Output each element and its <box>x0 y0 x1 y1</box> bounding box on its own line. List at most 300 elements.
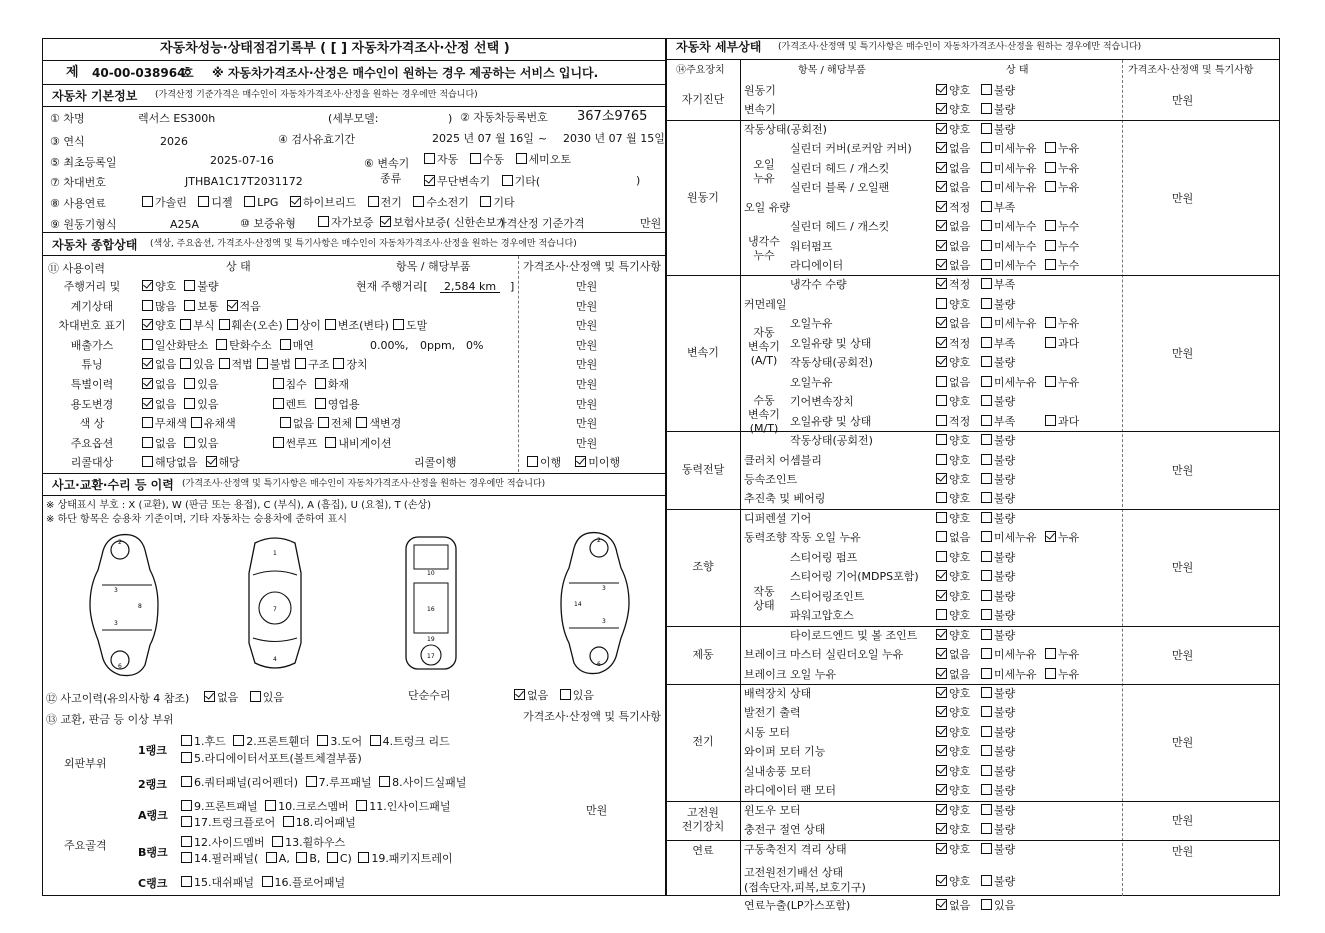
detail-option-checkbox[interactable] <box>981 123 992 134</box>
overall-option-checkbox[interactable] <box>333 358 344 369</box>
detail-option-checkbox[interactable] <box>936 629 947 640</box>
detail-option: 미세누유 <box>981 181 1037 193</box>
detail-option-checkbox[interactable] <box>936 103 947 114</box>
simple-repair-options: 없음 있음 <box>514 689 602 701</box>
detail-option: 미세누유 <box>981 376 1037 388</box>
detail-option: 불량 <box>981 473 1015 485</box>
detail-option: 있음 <box>981 899 1015 911</box>
fuel-hydrogen-checkbox[interactable] <box>413 196 424 207</box>
accident-none-checkbox[interactable] <box>204 691 215 702</box>
overall-option-checkbox[interactable] <box>393 319 404 330</box>
detail-item-label: 실린더 헤드 / 개스킷 <box>790 162 890 175</box>
detail-option-checkbox[interactable] <box>981 415 992 426</box>
overall-option-checkbox[interactable] <box>219 358 230 369</box>
overall-option-checkbox[interactable] <box>295 358 306 369</box>
detail-option-checkbox[interactable] <box>981 278 992 289</box>
trans-auto-checkbox[interactable] <box>424 153 435 164</box>
detail-group-label: 연료 <box>692 844 714 857</box>
overall-row-label: 차대번호 표기 <box>58 319 126 332</box>
detail-option-checkbox[interactable] <box>981 103 992 114</box>
detail-option-checkbox[interactable] <box>936 317 947 328</box>
detail-option-checkbox[interactable] <box>936 162 947 173</box>
detail-option: 양호 <box>936 395 970 407</box>
overall-option-checkbox[interactable] <box>287 319 298 330</box>
detail-option: 불량 <box>981 765 1015 777</box>
detail-option-checkbox[interactable] <box>1045 376 1056 387</box>
overall-option-checkbox[interactable] <box>257 358 268 369</box>
accident-history-options: 없음 있음 <box>204 691 292 703</box>
overall-row-label: 색 상 <box>79 417 105 430</box>
svg-text:7: 7 <box>273 606 277 613</box>
detail-option-checkbox[interactable] <box>936 454 947 465</box>
overall-option-checkbox[interactable] <box>142 437 153 448</box>
detail-option-checkbox[interactable] <box>936 648 947 659</box>
detail-option: 양호 <box>936 356 970 368</box>
overall-option-checkbox[interactable] <box>227 300 238 311</box>
fuel-other-checkbox[interactable] <box>480 196 491 207</box>
simple-repair-none-checkbox[interactable] <box>514 689 525 700</box>
detail-option-checkbox[interactable] <box>981 142 992 153</box>
detail-option: 미세누유 <box>981 668 1037 680</box>
warranty-options: 자가보증 보험사보증( 신한손보 ) <box>318 216 504 228</box>
detail-option: 양호 <box>936 570 970 582</box>
detail-option: 누유 <box>1045 181 1079 193</box>
trans-other-checkbox[interactable] <box>502 175 513 186</box>
warranty-insurer-checkbox[interactable] <box>380 216 391 227</box>
detail-option-checkbox[interactable] <box>1045 142 1056 153</box>
detail-option: 없음 <box>936 259 970 271</box>
part-side-member-checkbox[interactable] <box>181 836 192 847</box>
detail-option: 양호 <box>936 492 970 504</box>
part-wheel-house-checkbox[interactable] <box>272 836 283 847</box>
overall-option-checkbox[interactable] <box>142 417 153 428</box>
part-door-checkbox[interactable] <box>317 735 328 746</box>
detail-option-checkbox[interactable] <box>936 356 947 367</box>
detail-option-checkbox[interactable] <box>981 473 992 484</box>
detail-option-checkbox[interactable] <box>936 875 947 886</box>
fuel-gasoline-checkbox[interactable] <box>142 196 153 207</box>
detail-price-unit: 만원 <box>1172 845 1194 858</box>
detail-option-checkbox[interactable] <box>936 298 947 309</box>
car-diagram-right-side <box>544 528 644 678</box>
detail-option-checkbox[interactable] <box>981 201 992 212</box>
detail-option: 불량 <box>981 356 1015 368</box>
overall-option-checkbox[interactable] <box>191 417 202 428</box>
overall-option-checkbox[interactable] <box>142 456 153 467</box>
part-trunk-floor-checkbox[interactable] <box>181 816 192 827</box>
detail-item-label: 와이퍼 모터 기능 <box>744 745 826 758</box>
detail-item-label: 오일 유량 <box>744 201 791 214</box>
detail-option-checkbox[interactable] <box>936 765 947 776</box>
overall-price-unit: 만원 <box>576 358 598 371</box>
overall-option-checkbox[interactable] <box>142 300 153 311</box>
detail-option-checkbox[interactable] <box>936 201 947 212</box>
overall-option-checkbox[interactable] <box>325 319 336 330</box>
detail-option-checkbox[interactable] <box>936 492 947 503</box>
detail-option-checkbox[interactable] <box>981 376 992 387</box>
detail-option-checkbox[interactable] <box>1045 220 1056 231</box>
col-state: 상 태 <box>226 260 251 273</box>
svg-text:3: 3 <box>114 587 118 594</box>
detail-option-checkbox[interactable] <box>936 745 947 756</box>
part-cross-member-checkbox[interactable] <box>265 800 276 811</box>
trans-label: ⑥ 변속기 <box>364 157 410 170</box>
overall-option-checkbox[interactable] <box>280 417 291 428</box>
detail-option-checkbox[interactable] <box>936 784 947 795</box>
detail-item-label: 구동축전지 격리 상태 <box>744 843 847 856</box>
part-front-fender-checkbox[interactable] <box>233 735 244 746</box>
detail-item-label: 발전기 출력 <box>744 706 801 719</box>
simple-repair-yes-checkbox[interactable] <box>560 689 571 700</box>
detail-option-checkbox[interactable] <box>981 162 992 173</box>
detail-option-checkbox[interactable] <box>981 899 992 910</box>
detail-item-label: 커먼레일 <box>744 298 787 311</box>
fuel-hybrid-checkbox[interactable] <box>290 196 301 207</box>
detail-item-label: 실린더 블록 / 오일팬 <box>790 181 890 194</box>
overall-option-checkbox[interactable] <box>142 319 153 330</box>
overall-option-checkbox[interactable] <box>219 319 230 330</box>
detail-status-note: (가격조사·산정액 및 특기사항은 매수인이 자동차가격조사·산정을 원하는 경우에만 적습니다) <box>778 42 1142 52</box>
detail-option: 양호 <box>936 454 970 466</box>
trans-cvt-checkbox[interactable] <box>424 175 435 186</box>
overall-row-options: 없음 있음 렌트 영업용 <box>142 398 368 410</box>
detail-option-checkbox[interactable] <box>936 590 947 601</box>
detail-option-checkbox[interactable] <box>936 395 947 406</box>
detail-option-checkbox[interactable] <box>981 875 992 886</box>
overall-option-checkbox[interactable] <box>184 300 195 311</box>
detail-option-checkbox[interactable] <box>981 240 992 251</box>
overall-status-note: (색상, 주요옵션, 가격조사·산정액 및 특기사항은 매수인이 자동차가격조사·산정을 원하는 경우에만 적습니다) <box>150 239 577 249</box>
detail-option-checkbox[interactable] <box>936 376 947 387</box>
outer-panel-label: 외판부위 <box>64 757 107 770</box>
detail-option-checkbox[interactable] <box>936 706 947 717</box>
overall-row-options: 양호 부식 훼손(오손) 상이 변조(변타) 도말 <box>142 319 431 331</box>
detail-item-label: 클러치 어셈블리 <box>744 454 822 467</box>
detail-option-checkbox[interactable] <box>936 512 947 523</box>
detail-option: 양호 <box>936 434 970 446</box>
detail-option-checkbox[interactable] <box>936 687 947 698</box>
detail-option-checkbox[interactable] <box>981 259 992 270</box>
detail-subgroup-label: 냉각수 누수 <box>748 235 780 262</box>
overall-option-checkbox[interactable] <box>142 280 153 291</box>
detail-option: 적정 <box>936 278 970 290</box>
detail-option: 부족 <box>981 278 1015 290</box>
detail-option-checkbox[interactable] <box>981 551 992 562</box>
detail-option-checkbox[interactable] <box>981 745 992 756</box>
rank-2-label: 2랭크 <box>138 778 167 791</box>
form-no-suffix: 호 <box>182 66 194 80</box>
detail-option-checkbox[interactable] <box>1045 317 1056 328</box>
detail-option-checkbox[interactable] <box>1045 648 1056 659</box>
detail-option: 누유 <box>1045 317 1079 329</box>
overall-price-unit: 만원 <box>576 280 598 293</box>
detail-option-checkbox[interactable] <box>981 434 992 445</box>
detail-option-checkbox[interactable] <box>981 512 992 523</box>
detail-option: 불량 <box>981 454 1015 466</box>
detail-option: 불량 <box>981 512 1015 524</box>
overall-option-checkbox[interactable] <box>273 378 284 389</box>
svg-text:6: 6 <box>597 661 601 668</box>
detail-option-checkbox[interactable] <box>936 473 947 484</box>
detail-item-label: 시동 모터 <box>744 726 791 739</box>
detail-option-checkbox[interactable] <box>936 415 947 426</box>
trans-other-close: ) <box>636 174 641 187</box>
detail-option-checkbox[interactable] <box>981 220 992 231</box>
accident-yes-checkbox[interactable] <box>250 691 261 702</box>
detail-option-checkbox[interactable] <box>936 240 947 251</box>
detail-option: 양호 <box>936 473 970 485</box>
detail-option-checkbox[interactable] <box>981 181 992 192</box>
detail-col-device: ⑭주요장치 <box>676 65 725 76</box>
svg-text:14: 14 <box>574 601 582 608</box>
detail-option-checkbox[interactable] <box>981 298 992 309</box>
col-history: ⑪ 사용이력 <box>48 262 106 275</box>
detail-option-checkbox[interactable] <box>981 531 992 542</box>
overall-option-checkbox[interactable] <box>142 358 153 369</box>
detail-group-label: 전기 <box>692 735 714 748</box>
overall-option-checkbox[interactable] <box>280 339 291 350</box>
warranty-self-checkbox[interactable] <box>318 216 329 227</box>
detail-option-checkbox[interactable] <box>1045 181 1056 192</box>
overall-status-title: 자동차 종합상태 <box>52 238 138 252</box>
trans-manual-checkbox[interactable] <box>470 153 481 164</box>
trans-options-2: 무단변속기 기타( <box>424 175 548 187</box>
detail-option-checkbox[interactable] <box>981 570 992 581</box>
detail-option-checkbox[interactable] <box>936 843 947 854</box>
part-inside-panel-checkbox[interactable] <box>356 800 367 811</box>
detail-option-checkbox[interactable] <box>936 220 947 231</box>
detail-item-label: 변속기 <box>744 103 776 116</box>
trans-label-2: 종류 <box>380 172 402 185</box>
part-quarter-panel-checkbox[interactable] <box>181 776 192 787</box>
detail-option-checkbox[interactable] <box>936 259 947 270</box>
fuel-diesel-checkbox[interactable] <box>198 196 209 207</box>
detail-option-checkbox[interactable] <box>936 551 947 562</box>
part-floor-panel-checkbox[interactable] <box>262 876 273 887</box>
detail-group-label: 원동기 <box>687 191 719 204</box>
detail-item-label: 브레이크 마스터 실린더오일 누유 <box>744 648 904 661</box>
detail-item-label: 디퍼렌셜 기어 <box>744 512 812 525</box>
detail-item-label-2: (접속단자,피복,보호기구) <box>744 881 866 894</box>
part-dash-panel-checkbox[interactable] <box>181 876 192 887</box>
detail-option: 누유 <box>1045 531 1079 543</box>
detail-option-checkbox[interactable] <box>981 356 992 367</box>
detail-option: 불량 <box>981 875 1015 887</box>
svg-text:16: 16 <box>427 606 435 613</box>
recall-option-checkbox[interactable] <box>527 456 538 467</box>
detail-option: 없음 <box>936 162 970 174</box>
overall-option-checkbox[interactable] <box>216 339 227 350</box>
detail-option: 양호 <box>936 609 970 621</box>
svg-text:6: 6 <box>118 663 122 670</box>
overall-option-checkbox[interactable] <box>315 378 326 389</box>
detail-option-checkbox[interactable] <box>1045 259 1056 270</box>
detail-option-checkbox[interactable] <box>981 629 992 640</box>
detail-option-checkbox[interactable] <box>1045 240 1056 251</box>
overall-option-checkbox[interactable] <box>315 398 326 409</box>
detail-option-checkbox[interactable] <box>981 317 992 328</box>
part-radiator-support-checkbox[interactable] <box>181 752 192 763</box>
detail-option-checkbox[interactable] <box>936 531 947 542</box>
fuel-options: 가솔린 디젤 LPG 하이브리드 전기 수소전기 기타 <box>142 196 523 208</box>
detail-option-checkbox[interactable] <box>936 899 947 910</box>
detail-option-checkbox[interactable] <box>936 181 947 192</box>
detail-option-checkbox[interactable] <box>1045 668 1056 679</box>
detail-item-label: 기어변속장치 <box>790 395 854 408</box>
detail-item-label: 스티어링조인트 <box>790 590 865 603</box>
detail-option-checkbox[interactable] <box>1045 162 1056 173</box>
overall-option-checkbox[interactable] <box>273 437 284 448</box>
overall-option-checkbox[interactable] <box>184 398 195 409</box>
detail-option: 미세누유 <box>981 162 1037 174</box>
detail-option-checkbox[interactable] <box>981 784 992 795</box>
detail-option-checkbox[interactable] <box>936 142 947 153</box>
detail-option-checkbox[interactable] <box>981 706 992 717</box>
car-diagram-left-side <box>80 530 180 680</box>
overall-row-label: 튜닝 <box>81 358 103 371</box>
detail-price-unit: 만원 <box>1172 464 1194 477</box>
detail-option-checkbox[interactable] <box>981 726 992 737</box>
detail-option: 양호 <box>936 784 970 796</box>
detail-option: 적정 <box>936 201 970 213</box>
detail-option-checkbox[interactable] <box>936 84 947 95</box>
overall-price-unit: 만원 <box>576 437 598 450</box>
detail-option-checkbox[interactable] <box>981 492 992 503</box>
overall-option-checkbox[interactable] <box>184 437 195 448</box>
detail-option-checkbox[interactable] <box>981 337 992 348</box>
detail-item-label: 브레이크 오일 누유 <box>744 668 837 681</box>
detail-option: 양호 <box>936 745 970 757</box>
recall-option-checkbox[interactable] <box>575 456 586 467</box>
part-pillar-c-checkbox[interactable] <box>327 852 338 863</box>
detail-option-checkbox[interactable] <box>981 843 992 854</box>
detail-option-checkbox[interactable] <box>936 804 947 815</box>
engine-type-label: ⑨ 원동기형식 <box>50 218 117 231</box>
detail-option-checkbox[interactable] <box>981 648 992 659</box>
detail-option: 양호 <box>936 512 970 524</box>
emission-value: 0.00%, <box>370 339 409 352</box>
detail-item-label: 작동상태(공회전) <box>790 356 873 369</box>
overall-option-checkbox[interactable] <box>325 437 336 448</box>
overall-option-checkbox[interactable] <box>356 417 367 428</box>
fuel-electric-checkbox[interactable] <box>368 196 379 207</box>
detail-option-checkbox[interactable] <box>936 668 947 679</box>
detail-group-label: 자기진단 <box>681 93 725 106</box>
detail-option-checkbox[interactable] <box>981 609 992 620</box>
detail-option-checkbox[interactable] <box>936 278 947 289</box>
overall-option-checkbox[interactable] <box>180 319 191 330</box>
detail-option-checkbox[interactable] <box>981 668 992 679</box>
svg-text:17: 17 <box>427 653 435 660</box>
part-pillar-panel-checkbox[interactable] <box>181 852 192 863</box>
detail-option-checkbox[interactable] <box>981 687 992 698</box>
detail-option-checkbox[interactable] <box>981 804 992 815</box>
rank-b-items-2: 14.필러패널( A, B, C) 19.패키지트레이 <box>181 852 456 864</box>
detail-option-checkbox[interactable] <box>936 123 947 134</box>
detail-option: 양호 <box>936 706 970 718</box>
fuel-lpg-checkbox[interactable] <box>244 196 255 207</box>
overall-row-label: 리콜대상 <box>70 456 114 469</box>
col-item: 항목 / 해당부품 <box>396 260 471 273</box>
accident-legend-1: ※ 상태표시 부호 : X (교환), W (판금 또는 용접), C (부식), A (흠집), U (요철), T (손상) <box>46 500 432 511</box>
detail-option: 누유 <box>1045 668 1079 680</box>
part-front-panel-checkbox[interactable] <box>181 800 192 811</box>
overall-option-checkbox[interactable] <box>184 280 195 291</box>
overall-option-checkbox[interactable] <box>318 417 329 428</box>
rank-c-label: C랭크 <box>138 877 168 890</box>
detail-option-checkbox[interactable] <box>1045 415 1056 426</box>
part-roof-panel-checkbox[interactable] <box>306 776 317 787</box>
trans-semiauto-checkbox[interactable] <box>516 153 527 164</box>
detail-option: 불량 <box>981 706 1015 718</box>
detail-option-checkbox[interactable] <box>981 590 992 601</box>
part-hood-checkbox[interactable] <box>181 735 192 746</box>
detail-option: 불량 <box>981 590 1015 602</box>
detail-option-checkbox[interactable] <box>936 726 947 737</box>
detail-option: 없음 <box>936 142 970 154</box>
detail-option: 누수 <box>1045 220 1079 232</box>
car-diagram-top <box>235 533 315 673</box>
overall-option-checkbox[interactable] <box>142 398 153 409</box>
overall-option-checkbox[interactable] <box>273 398 284 409</box>
detail-option: 과다 <box>1045 337 1079 349</box>
detail-option-checkbox[interactable] <box>981 395 992 406</box>
part-pillar-a-checkbox[interactable] <box>266 852 277 863</box>
rank-2-items: 6.쿼터패널(리어펜더) 7.루프패널 8.사이드실패널 <box>181 776 470 788</box>
rank-c-items: 15.대쉬패널 16.플로어패널 <box>181 876 349 888</box>
part-side-sill-checkbox[interactable] <box>379 776 390 787</box>
inspection-label: ④ 검사유효기간 <box>278 133 356 146</box>
overall-option-checkbox[interactable] <box>184 378 195 389</box>
detail-option-checkbox[interactable] <box>981 454 992 465</box>
detail-option-checkbox[interactable] <box>936 434 947 445</box>
overall-option-checkbox[interactable] <box>142 378 153 389</box>
overall-option-checkbox[interactable] <box>180 358 191 369</box>
part-rear-panel-checkbox[interactable] <box>283 816 294 827</box>
svg-text:3: 3 <box>602 585 606 592</box>
part-package-tray-checkbox[interactable] <box>358 852 369 863</box>
detail-option: 누유 <box>1045 142 1079 154</box>
detail-option-checkbox[interactable] <box>981 765 992 776</box>
detail-option: 없음 <box>936 181 970 193</box>
detail-option: 누수 <box>1045 259 1079 271</box>
overall-option-checkbox[interactable] <box>206 456 217 467</box>
detail-option-checkbox[interactable] <box>936 609 947 620</box>
part-pillar-b-checkbox[interactable] <box>296 852 307 863</box>
detail-option: 없음 <box>936 899 970 911</box>
overall-row-options: 없음 있음 적법 불법 구조 장치 <box>142 358 372 370</box>
detail-option-checkbox[interactable] <box>1045 531 1056 542</box>
detail-item-label: 오일누유 <box>790 317 833 330</box>
detail-option-checkbox[interactable] <box>936 570 947 581</box>
detail-option: 불량 <box>981 726 1015 738</box>
overall-option-checkbox[interactable] <box>142 339 153 350</box>
detail-option-checkbox[interactable] <box>936 337 947 348</box>
vin-label: ⑦ 차대번호 <box>50 176 106 189</box>
base-price-label: 가격산정 기준가격 <box>496 217 585 230</box>
detail-option-checkbox[interactable] <box>936 823 947 834</box>
overall-price-unit: 만원 <box>576 378 598 391</box>
parts-price-unit: 만원 <box>586 804 608 817</box>
warranty-label: ⑩ 보증유형 <box>240 217 296 230</box>
detail-option-checkbox[interactable] <box>981 823 992 834</box>
detail-option-checkbox[interactable] <box>1045 337 1056 348</box>
detail-item-label: 연료누출(LP가스포함) <box>744 899 851 912</box>
svg-text:2: 2 <box>597 537 601 544</box>
overall-price-unit: 만원 <box>576 319 598 332</box>
part-trunk-lid-checkbox[interactable] <box>370 735 381 746</box>
detail-option-checkbox[interactable] <box>981 84 992 95</box>
